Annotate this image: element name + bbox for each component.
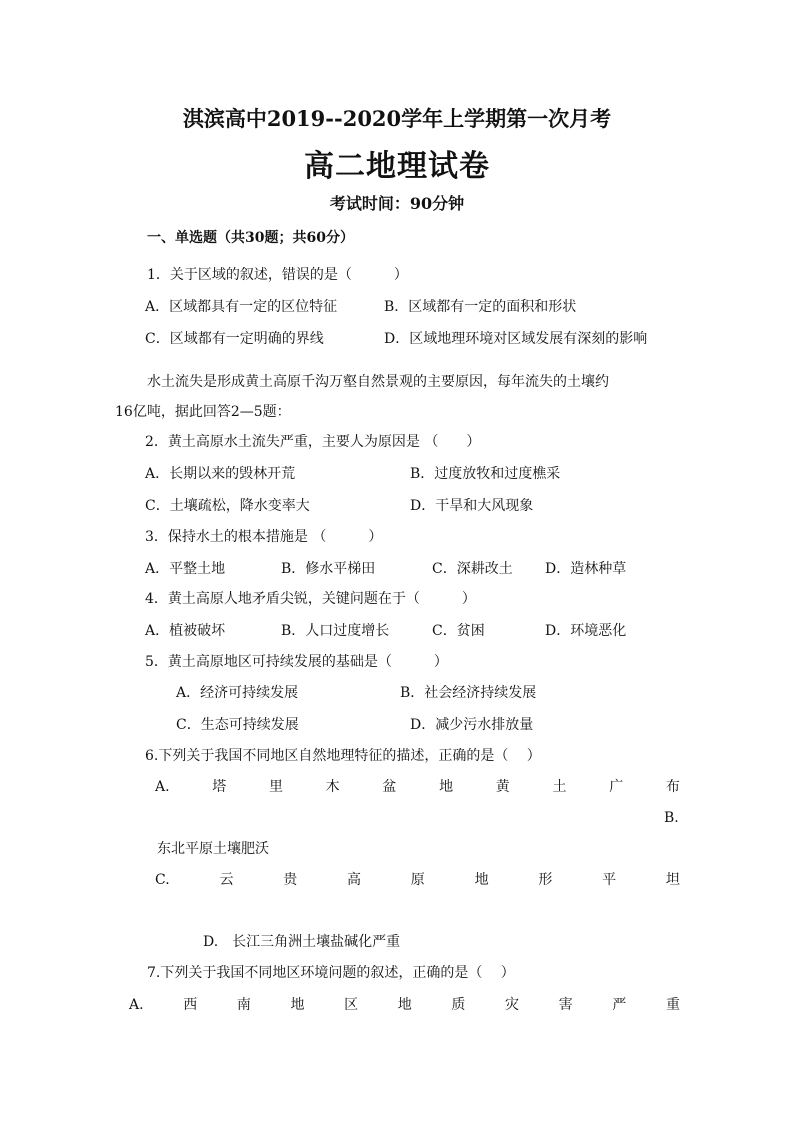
q6-option-b-label: B.: [664, 810, 679, 826]
q7-stem: 7.下列关于我国不同地区环境问题的叙述，正确的是（ ）: [147, 965, 515, 981]
q6-c-char: 坦: [665, 872, 680, 888]
q1-stem: 1．关于区域的叙述，错误的是（ ）: [147, 267, 408, 283]
q6-a-char: 土: [552, 779, 567, 795]
q7-a-char: 重: [665, 997, 680, 1013]
q4-option-d: D．环境恶化: [545, 623, 627, 639]
q3-option-d: D．造林种草: [545, 561, 627, 577]
q6-c-char: 形: [538, 872, 553, 888]
q7-a-char: 南: [236, 997, 251, 1013]
q6-c-char: 高: [347, 872, 362, 888]
q6-c-char: 贵: [283, 872, 298, 888]
q7-a-char: 地: [397, 997, 412, 1013]
q3-option-c: C．深耕改土: [432, 561, 513, 577]
q7-a-char: 灾: [505, 997, 520, 1013]
q6-stem: 6.下列关于我国不同地区自然地理特征的描述，正确的是（ ）: [145, 748, 541, 764]
q5-option-c: C．生态可持续发展: [176, 717, 299, 733]
q6-a-char: 塔: [212, 779, 227, 795]
q6-a-char: A.: [155, 779, 170, 795]
q1-option-c: C．区域都有一定明确的界线: [145, 331, 324, 347]
q6-c-char: 地: [474, 872, 489, 888]
q7-option-a: [129, 996, 680, 1014]
q6-a-char: 布: [665, 779, 680, 795]
q3-option-a: A．平整土地: [145, 561, 226, 577]
q4-option-b: B．人口过度增长: [281, 623, 390, 639]
q6-a-char: 里: [268, 779, 283, 795]
passage-line-2: 16亿吨，据此回答2—5题：: [115, 404, 291, 420]
q7-a-char: 区: [344, 997, 359, 1013]
q6-a-char: 盆: [382, 779, 397, 795]
exam-time: 考试时间：90分钟: [329, 194, 465, 213]
q6-a-char: 地: [439, 779, 454, 795]
q6-a-char: 黄: [495, 779, 510, 795]
q6-a-char: 广: [609, 779, 624, 795]
q1-option-b: B．区域都有一定的面积和形状: [384, 299, 577, 315]
q7-a-char: 西: [183, 997, 198, 1013]
q2-option-c: C．土壤疏松，降水变率大: [145, 498, 310, 514]
q6-option-c: [155, 871, 680, 889]
q2-option-a: A．长期以来的毁林开荒: [145, 466, 296, 482]
q5-option-b: B．社会经济持续发展: [400, 685, 537, 701]
q5-stem: 5．黄土高原地区可持续发展的基础是（ ）: [145, 654, 448, 670]
q3-stem: 3．保持水土的根本措施是 （ ）: [145, 529, 383, 545]
q7-a-char: 地: [290, 997, 305, 1013]
q4-option-c: C．贫困: [432, 623, 485, 639]
q4-stem: 4．黄土高原人地矛盾尖锐，关键问题在于（ ）: [145, 591, 476, 607]
q7-a-char: 严: [612, 997, 627, 1013]
q6-option-a: [155, 778, 680, 796]
q6-c-char: 云: [219, 872, 234, 888]
q5-option-a: A．经济可持续发展: [176, 685, 299, 701]
q6-option-b-text: 东北平原土壤肥沃: [157, 841, 269, 857]
q1-option-a: A．区域都具有一定的区位特征: [145, 299, 338, 315]
exam-subject-title: 高二地理试卷: [304, 149, 490, 184]
section-heading: 一、单选题（共30题；共60分）: [147, 230, 354, 246]
q1-option-d: D．区域地理环境对区域发展有深刻的影响: [384, 331, 648, 347]
q7-a-char: A.: [129, 997, 144, 1013]
q7-a-char: 害: [558, 997, 573, 1013]
passage-line-1: 水土流失是形成黄土高原千沟万壑自然景观的主要原因，每年流失的土壤约: [147, 374, 609, 390]
q5-option-d: D．减少污水排放量: [410, 717, 534, 733]
q4-option-a: A．植被破坏: [145, 623, 226, 639]
q6-c-char: C.: [155, 872, 170, 888]
q6-a-char: 木: [325, 779, 340, 795]
q6-c-char: 平: [602, 872, 617, 888]
q2-option-b: B．过度放牧和过度樵采: [410, 466, 561, 482]
school-exam-title: 淇滨高中2019--2020学年上学期第一次月考: [182, 106, 612, 131]
q3-option-b: B．修水平梯田: [281, 561, 376, 577]
q2-option-d: D．干旱和大风现象: [410, 498, 534, 514]
q6-c-char: 原: [410, 872, 425, 888]
q2-stem: 2．黄土高原水土流失严重，主要人为原因是 （ ）: [145, 434, 481, 450]
q6-option-d: D. 长江三角洲土壤盐碱化严重: [203, 934, 401, 950]
q7-a-char: 质: [451, 997, 466, 1013]
